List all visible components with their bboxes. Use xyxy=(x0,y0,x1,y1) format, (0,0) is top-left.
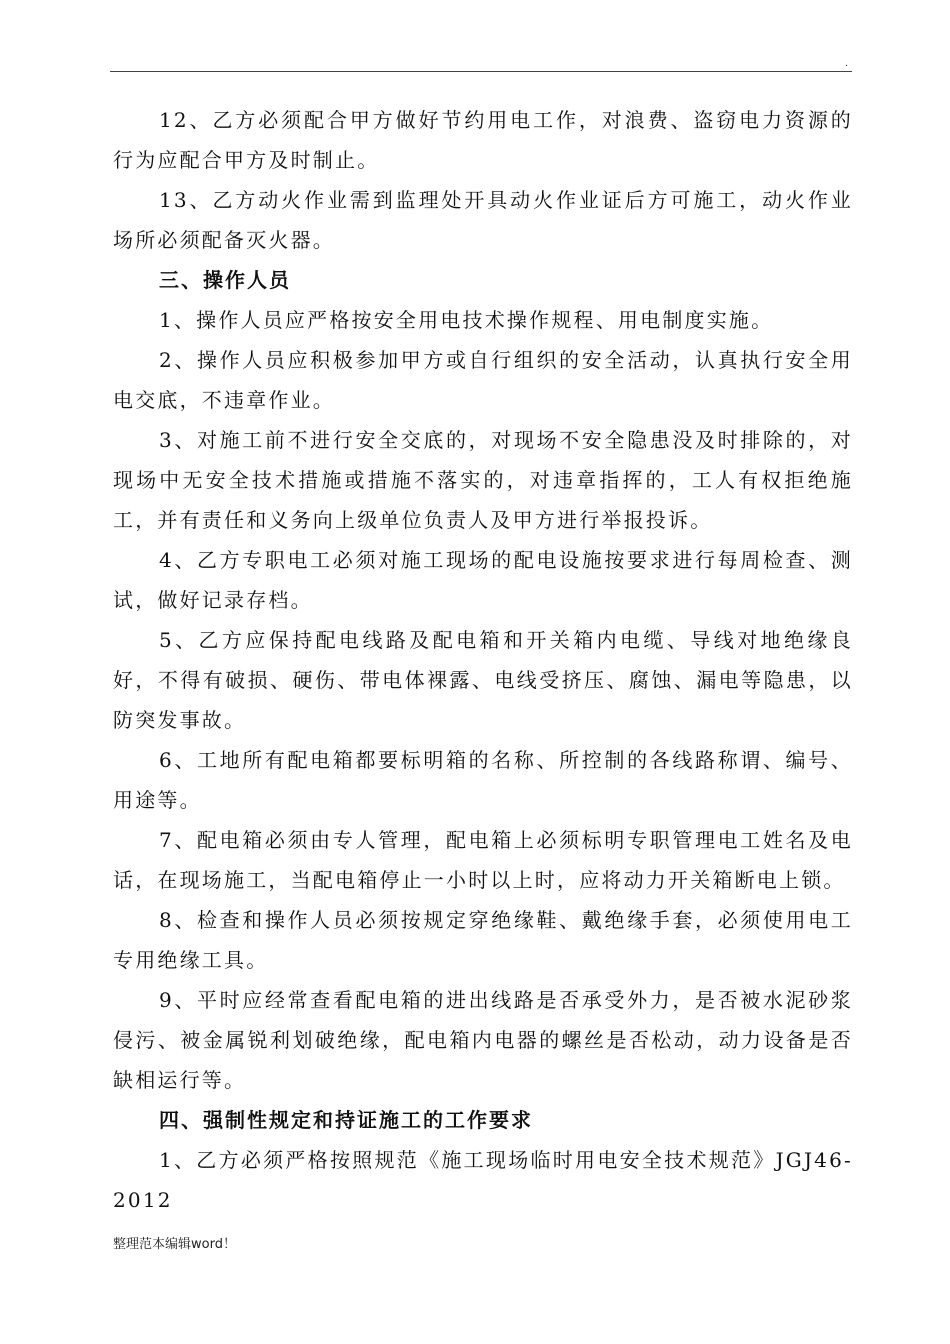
section-heading-operators: 三、操作人员 xyxy=(159,268,291,292)
paragraph-op-1: 1、操作人员应严格按安全用电技术操作规程、用电制度实施。 xyxy=(159,308,774,332)
paragraph-op-8: 8、检查和操作人员必须按规定穿绝缘鞋、戴绝缘手套，必须使用电工专用绝缘工具。 xyxy=(113,908,853,972)
paragraph-op-9: 9、平时应经常查看配电箱的进出线路是否承受外力，是否被水泥砂浆侵污、被金属锐利划破绝缘，配电箱内电器的螺丝是否松动，动力设备是否缺相运行等。 xyxy=(113,988,853,1092)
paragraph-12: 12、乙方必须配合甲方做好节约用电工作，对浪费、盗窃电力资源的行为应配合甲方及时制止。 xyxy=(113,108,853,172)
paragraph-op-6: 6、工地所有配电箱都要标明箱的名称、所控制的各线路称谓、编号、用途等。 xyxy=(113,748,853,812)
header-mark: . xyxy=(845,58,849,69)
document-body xyxy=(113,100,853,1220)
paragraph-op-3: 3、对施工前不进行安全交底的，对现场不安全隐患没及时排除的，对现场中无安全技术措施或措施不落实的，对违章指挥的，工人有权拒绝施工，并有责任和义务向上级单位负责人及甲方进行举报投诉。 xyxy=(113,428,853,532)
paragraph-op-7: 7、配电箱必须由专人管理，配电箱上必须标明专职管理电工姓名及电话，在现场施工，当配电箱停止一小时以上时，应将动力开关箱断电上锁。 xyxy=(113,828,853,892)
footer-note: 整理范本编辑word！ xyxy=(113,1237,236,1252)
paragraph-rule-1: 1、乙方必须严格按照规范《施工现场临时用电安全技术规范》JGJ46-2012 xyxy=(113,1148,853,1212)
section-heading-mandatory-rules: 四、强制性规定和持证施工的工作要求 xyxy=(159,1108,533,1132)
paragraph-13: 13、乙方动火作业需到监理处开具动火作业证后方可施工，动火作业场所必须配备灭火器。 xyxy=(113,188,853,252)
paragraph-op-2: 2、操作人员应积极参加甲方或自行组织的安全活动，认真执行安全用电交底，不违章作业。 xyxy=(113,348,853,412)
header-rule xyxy=(110,71,852,72)
paragraph-op-5: 5、乙方应保持配电线路及配电箱和开关箱内电缆、导线对地绝缘良好，不得有破损、硬伤、带电体裸露、电线受挤压、腐蚀、漏电等隐患，以防突发事故。 xyxy=(113,628,853,732)
paragraph-op-4: 4、乙方专职电工必须对施工现场的配电设施按要求进行每周检查、测试，做好记录存档。 xyxy=(113,548,853,612)
